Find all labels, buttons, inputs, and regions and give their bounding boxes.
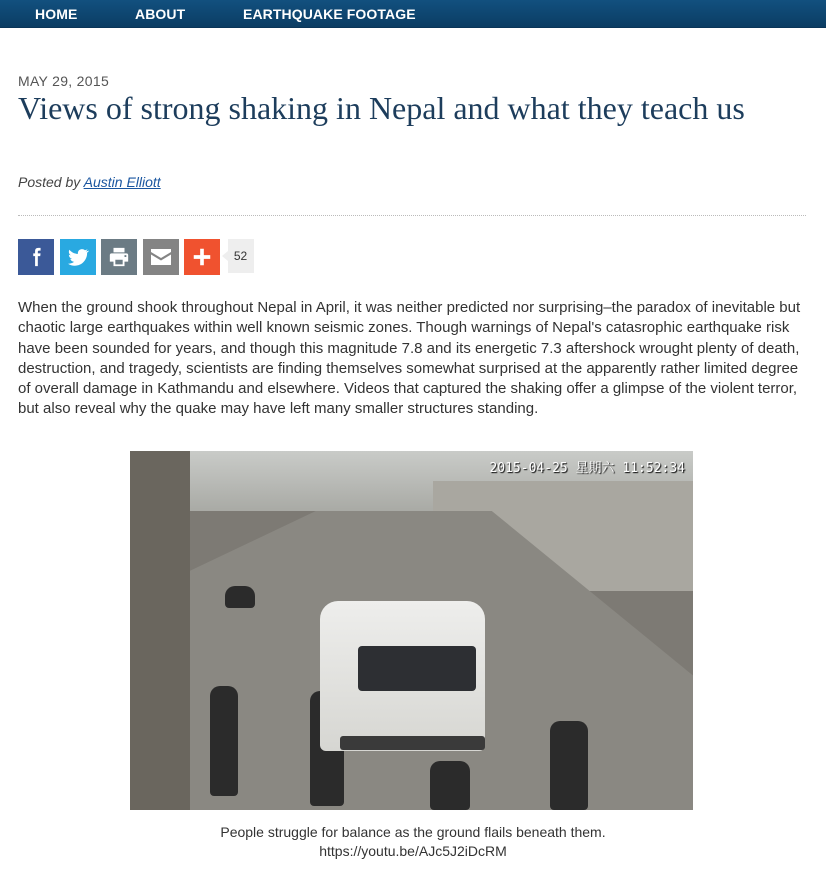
post-title: Views of strong shaking in Nepal and what they teach us [18, 90, 745, 126]
email-icon [149, 246, 173, 268]
nav-about-link[interactable]: ABOUT [135, 6, 186, 22]
plus-icon [191, 246, 213, 268]
twitter-share-button[interactable] [60, 239, 96, 275]
video-timestamp: 2015-04-25 星期六 11:52:34 [489, 461, 685, 476]
facebook-share-button[interactable] [18, 239, 54, 275]
caption-text: People struggle for balance as the ground flails beneath them. [220, 824, 606, 840]
article-body: When the ground shook throughout Nepal in April, it was neither predicted nor surprising–the paradox of inevitable but chaotic large earthquakes within well known seismic zones. Though warnings of Nepal's catasrophic earthquake risk have been sounded for years, and though this magnitude 7.8 and its energetic 7.3 aftershock wrought plenty of death, destruction, and tragedy, scientists are finding themselves somewhat surprised at the apparently rather limited degree of overall damage in Kathmandu and elsewhere. Videos that captured the shaking offer a glimpse of the violent terror, but also reveal why the quake may have left many smaller structures standing. [18, 299, 801, 418]
nav-earthquake-footage-link[interactable]: EARTHQUAKE FOOTAGE [243, 6, 416, 22]
facebook-icon [25, 246, 47, 268]
top-nav [0, 0, 826, 28]
byline [18, 174, 161, 190]
email-share-button[interactable] [143, 239, 179, 275]
byline-prefix: Posted by [18, 174, 81, 190]
print-button[interactable] [101, 239, 137, 275]
author-link[interactable]: Austin Elliott [83, 174, 161, 190]
divider [18, 215, 806, 216]
post-date: MAY 29, 2015 [18, 73, 110, 89]
print-icon [108, 246, 130, 268]
twitter-icon [66, 245, 90, 269]
caption-video-link: https://youtu.be/AJc5J2iDcRM [319, 843, 507, 859]
more-share-button[interactable] [184, 239, 220, 275]
nav-home-link[interactable]: HOME [35, 6, 78, 22]
share-bar [18, 239, 254, 275]
earthquake-video-still [130, 451, 693, 810]
image-caption [18, 823, 808, 861]
share-count: 52 [228, 239, 254, 273]
